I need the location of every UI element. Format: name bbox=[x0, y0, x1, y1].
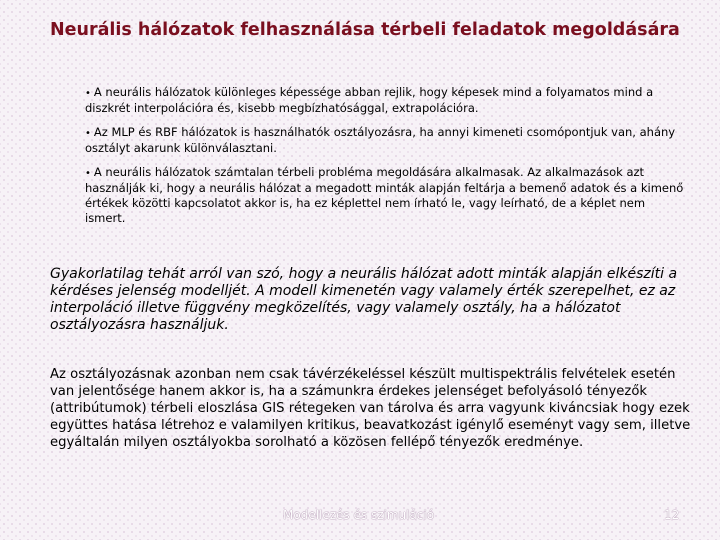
body-paragraph: Az osztályozásnak azonban nem csak távérzékeléssel készült multispektrális felvételek esetén van jelentősége hanem akkor is, ha a számunkra érdekes jelenséget befolyásoló tényezők (attribútumok) térbeli eloszlása GIS rétegeken van tárolva és arra vagyunk kiváncsiak hogy ezek együttes hatása létrehoz e valamilyen kritikus, beavatkozást igénylő eseményt vagy sem, illetve egyáltalán milyen osztályokba sorolható a közösen fellépő tényezők eredménye. bbox=[50, 367, 691, 450]
bullet-text: A neurális hálózatok számtalan térbeli probléma megoldására alkalmasak. Az alkalmazások azt használják ki, hogy a neurális hálózat a megadott minták alapján feltárja a bemenő adatok és a kimenő értékek közötti kapcsolatot akkor is, ha ez képlettel nem írható le, vagy leírható, de a képlet nem ismert. bbox=[85, 165, 684, 225]
bullet-list bbox=[85, 85, 685, 235]
bullet-text: Az MLP és RBF hálózatok is használhatók osztályozásra, ha annyi kimeneti csomópontjuk van, ahány osztályt akarunk különválasztani. bbox=[85, 125, 676, 155]
bullet-text: A neurális hálózatok különleges képessége abban rejlik, hogy képesek mind a folyamatos mind a diszkrét interpolációra és, kisebb megbízhatósággal, extrapolációra. bbox=[85, 85, 654, 115]
bullet-marker: • bbox=[85, 88, 91, 99]
slide-title: Neurális hálózatok felhasználása térbeli feladatok megoldására bbox=[50, 20, 680, 40]
bullet-item bbox=[85, 125, 685, 156]
bullet-item bbox=[85, 85, 685, 116]
slide-footer: Modellezés és szimuláció bbox=[283, 508, 435, 522]
bullet-item bbox=[85, 165, 685, 226]
bullet-marker: • bbox=[85, 128, 91, 139]
bullet-marker: • bbox=[85, 168, 91, 179]
page-number: 12 bbox=[664, 508, 680, 522]
italic-paragraph: Gyakorlatilag tehát arról van szó, hogy a neurális hálózat adott minták alapján elkészíti a kérdéses jelenség modelljét. A modell kimenetén vagy valamely érték szerepelhet, ez az interpoláció illetve függvény megközelítés, vagy valamely osztály, ha a hálózatot osztályozásra használjuk. bbox=[50, 266, 678, 333]
